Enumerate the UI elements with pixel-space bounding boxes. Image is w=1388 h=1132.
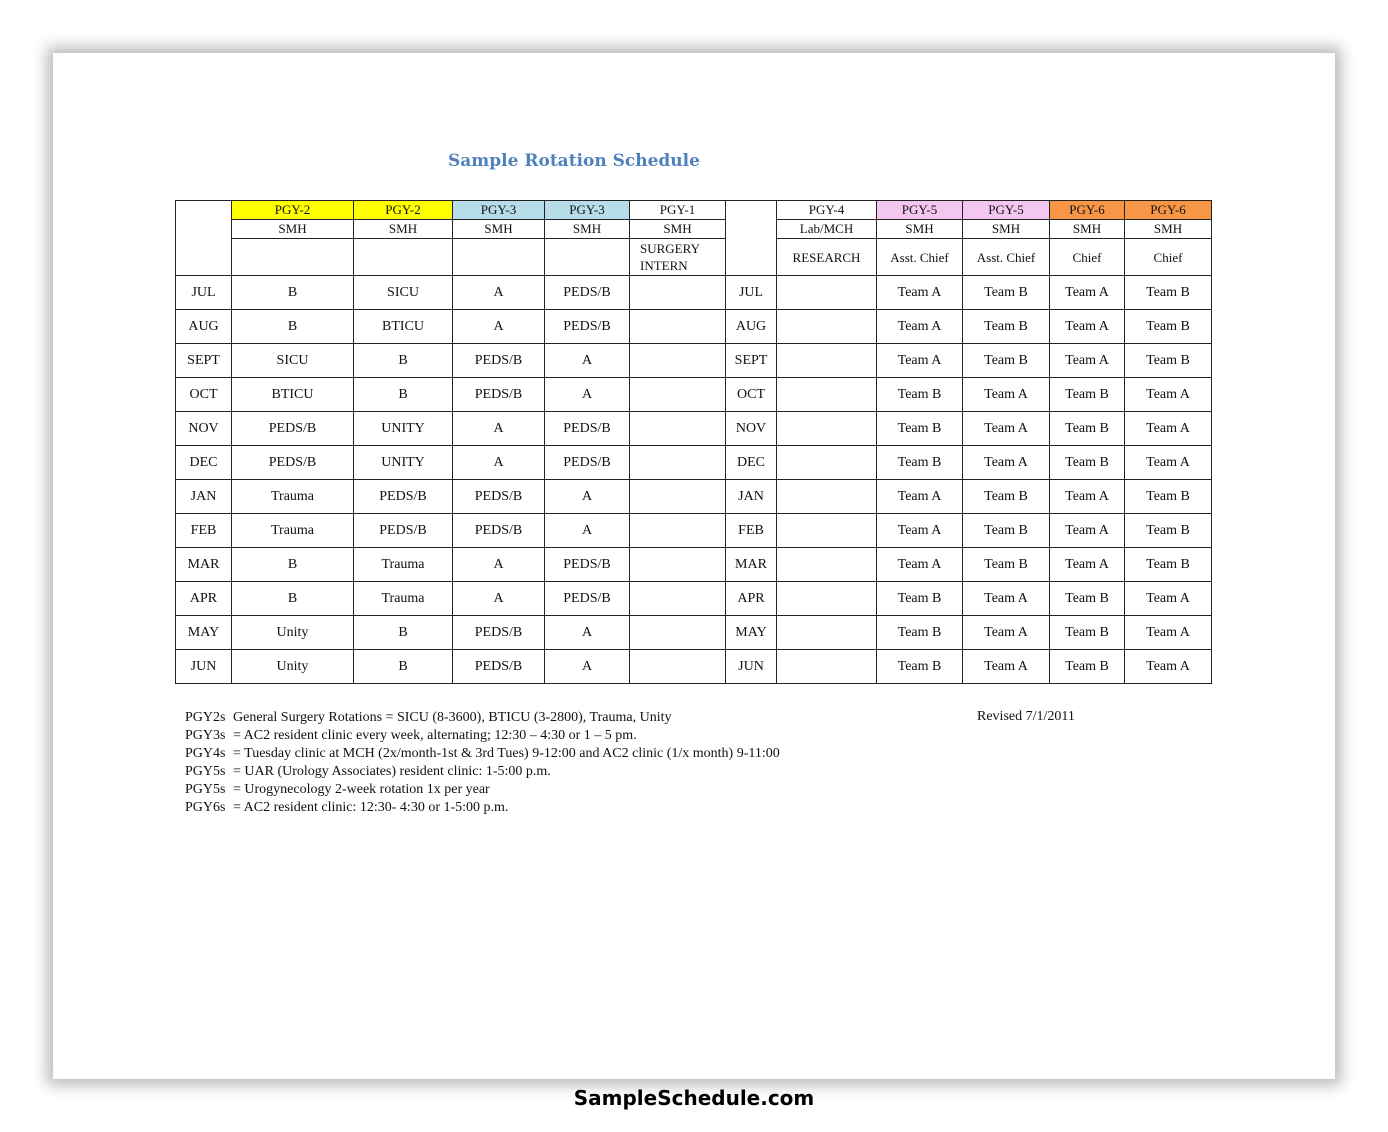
header-level-cell: PGY-2: [354, 201, 453, 220]
note-text: = AC2 resident clinic: 12:30- 4:30 or 1-5:00 p.m.: [233, 800, 509, 815]
note-line: [185, 799, 780, 817]
month-cell: APR: [176, 582, 232, 616]
rotation-cell-pgy2a: Trauma: [232, 480, 354, 514]
rotation-cell-pgy5b: Team A: [963, 616, 1050, 650]
schedule-row: [176, 548, 1212, 582]
header-role-cell: Asst. Chief: [877, 239, 963, 276]
rotation-cell-pgy1: [630, 480, 726, 514]
month-cell: SEPT: [726, 344, 777, 378]
rotation-cell-pgy1: [630, 378, 726, 412]
rotation-cell-pgy3b: A: [545, 344, 630, 378]
rotation-cell-pgy5b: Team B: [963, 514, 1050, 548]
header-role-cell: [354, 239, 453, 276]
month-cell: APR: [726, 582, 777, 616]
header-level-cell: PGY-1: [630, 201, 726, 220]
header-site-cell: Lab/MCH: [777, 220, 877, 239]
document-page: [53, 53, 1335, 1079]
header-level-cell: PGY-4: [777, 201, 877, 220]
header-role-cell: Chief: [1050, 239, 1125, 276]
header-site-cell: SMH: [232, 220, 354, 239]
schedule-row: [176, 446, 1212, 480]
rotation-cell-pgy2a: B: [232, 582, 354, 616]
note-line: [185, 709, 780, 727]
rotation-cell-pgy2b: PEDS/B: [354, 480, 453, 514]
rotation-cell-pgy2b: UNITY: [354, 412, 453, 446]
rotation-cell-pgy5b: Team B: [963, 548, 1050, 582]
schedule-row: [176, 344, 1212, 378]
rotation-cell-pgy3a: A: [453, 412, 545, 446]
rotation-cell-pgy6b: Team B: [1125, 548, 1212, 582]
rotation-cell-pgy4: [777, 616, 877, 650]
month-cell: JAN: [726, 480, 777, 514]
note-text: General Surgery Rotations = SICU (8-3600), BTICU (3-2800), Trauma, Unity: [233, 710, 672, 725]
rotation-cell-pgy2a: PEDS/B: [232, 446, 354, 480]
note-line: [185, 745, 780, 763]
note-line: [185, 727, 780, 745]
rotation-cell-pgy1: [630, 650, 726, 684]
rotation-cell-pgy2a: PEDS/B: [232, 412, 354, 446]
rotation-cell-pgy2b: BTICU: [354, 310, 453, 344]
rotation-cell-pgy3b: A: [545, 616, 630, 650]
note-text: = AC2 resident clinic every week, alternating; 12:30 – 4:30 or 1 – 5 pm.: [233, 728, 637, 743]
rotation-schedule-table: [175, 200, 1212, 684]
rotation-cell-pgy5a: Team A: [877, 480, 963, 514]
rotation-cell-pgy4: [777, 412, 877, 446]
rotation-cell-pgy2b: Trauma: [354, 548, 453, 582]
rotation-cell-pgy1: [630, 514, 726, 548]
rotation-cell-pgy4: [777, 650, 877, 684]
note-key: PGY2s: [185, 710, 226, 725]
rotation-cell-pgy2b: UNITY: [354, 446, 453, 480]
rotation-cell-pgy5a: Team A: [877, 310, 963, 344]
rotation-cell-pgy3b: A: [545, 650, 630, 684]
rotation-cell-pgy5a: Team B: [877, 616, 963, 650]
schedule-row: [176, 650, 1212, 684]
rotation-cell-pgy5b: Team A: [963, 650, 1050, 684]
header-site-cell: SMH: [1125, 220, 1212, 239]
rotation-cell-pgy6b: Team A: [1125, 650, 1212, 684]
rotation-cell-pgy3a: PEDS/B: [453, 344, 545, 378]
rotation-cell-pgy6a: Team B: [1050, 616, 1125, 650]
rotation-cell-pgy3a: A: [453, 548, 545, 582]
schedule-row: [176, 514, 1212, 548]
rotation-cell-pgy3b: A: [545, 514, 630, 548]
rotation-cell-pgy6a: Team B: [1050, 446, 1125, 480]
header-level-cell: PGY-3: [545, 201, 630, 220]
rotation-cell-pgy2a: B: [232, 548, 354, 582]
rotation-cell-pgy6a: Team A: [1050, 514, 1125, 548]
header-site-cell: SMH: [1050, 220, 1125, 239]
rotation-cell-pgy4: [777, 446, 877, 480]
rotation-cell-pgy1: [630, 344, 726, 378]
site-watermark: SampleSchedule.com: [573, 1086, 815, 1110]
month-cell: FEB: [726, 514, 777, 548]
rotation-cell-pgy2b: Trauma: [354, 582, 453, 616]
header-site-cell: SMH: [963, 220, 1050, 239]
rotation-cell-pgy2a: B: [232, 276, 354, 310]
rotation-cell-pgy3b: PEDS/B: [545, 582, 630, 616]
month-cell: FEB: [176, 514, 232, 548]
month-cell: OCT: [176, 378, 232, 412]
schedule-row: [176, 616, 1212, 650]
rotation-cell-pgy3b: A: [545, 378, 630, 412]
rotation-cell-pgy5b: Team A: [963, 412, 1050, 446]
rotation-cell-pgy2b: PEDS/B: [354, 514, 453, 548]
rotation-cell-pgy6a: Team B: [1050, 582, 1125, 616]
rotation-cell-pgy3a: PEDS/B: [453, 378, 545, 412]
rotation-cell-pgy3a: PEDS/B: [453, 514, 545, 548]
note-key: PGY4s: [185, 746, 226, 761]
rotation-cell-pgy1: [630, 548, 726, 582]
rotation-cell-pgy2b: B: [354, 378, 453, 412]
rotation-cell-pgy6b: Team A: [1125, 378, 1212, 412]
rotation-cell-pgy6a: Team A: [1050, 344, 1125, 378]
rotation-cell-pgy5a: Team B: [877, 446, 963, 480]
rotation-cell-pgy2a: Trauma: [232, 514, 354, 548]
rotation-cell-pgy6a: Team A: [1050, 276, 1125, 310]
header-level-cell: PGY-3: [453, 201, 545, 220]
header-level-cell: PGY-5: [963, 201, 1050, 220]
header-level-cell: PGY-2: [232, 201, 354, 220]
month-cell: JUL: [726, 276, 777, 310]
rotation-cell-pgy6b: Team A: [1125, 446, 1212, 480]
header-role-cell: Chief: [1125, 239, 1212, 276]
rotation-cell-pgy3a: PEDS/B: [453, 480, 545, 514]
rotation-cell-pgy5a: Team B: [877, 650, 963, 684]
schedule-row: [176, 378, 1212, 412]
rotation-cell-pgy3b: PEDS/B: [545, 412, 630, 446]
rotation-cell-pgy5a: Team A: [877, 548, 963, 582]
rotation-cell-pgy1: [630, 446, 726, 480]
rotation-cell-pgy3b: PEDS/B: [545, 276, 630, 310]
rotation-cell-pgy3a: PEDS/B: [453, 616, 545, 650]
header-role-cell: [545, 239, 630, 276]
rotation-cell-pgy5a: Team B: [877, 378, 963, 412]
rotation-cell-pgy5a: Team B: [877, 582, 963, 616]
header-row-level: [176, 201, 1212, 220]
rotation-cell-pgy6a: Team A: [1050, 548, 1125, 582]
header-level-cell: PGY-6: [1050, 201, 1125, 220]
rotation-cell-pgy5b: Team A: [963, 378, 1050, 412]
rotation-cell-pgy1: [630, 276, 726, 310]
header-role-cell: RESEARCH: [777, 239, 877, 276]
header-role-cell: [453, 239, 545, 276]
month-cell: JUN: [726, 650, 777, 684]
rotation-cell-pgy6b: Team B: [1125, 310, 1212, 344]
rotation-cell-pgy6b: Team A: [1125, 412, 1212, 446]
rotation-cell-pgy1: [630, 616, 726, 650]
rotation-cell-pgy6a: Team B: [1050, 378, 1125, 412]
rotation-cell-pgy5b: Team B: [963, 310, 1050, 344]
rotation-cell-pgy4: [777, 582, 877, 616]
header-site-cell: SMH: [545, 220, 630, 239]
note-text: = Urogynecology 2-week rotation 1x per year: [233, 782, 490, 797]
rotation-cell-pgy3a: A: [453, 310, 545, 344]
header-site-cell: SMH: [354, 220, 453, 239]
header-gap-cell: [726, 201, 777, 276]
header-level-cell: PGY-6: [1125, 201, 1212, 220]
rotation-cell-pgy2a: SICU: [232, 344, 354, 378]
month-cell: NOV: [176, 412, 232, 446]
rotation-cell-pgy4: [777, 514, 877, 548]
rotation-cell-pgy4: [777, 344, 877, 378]
month-cell: DEC: [726, 446, 777, 480]
note-line: [185, 763, 780, 781]
month-cell: JAN: [176, 480, 232, 514]
rotation-cell-pgy2a: BTICU: [232, 378, 354, 412]
schedule-row: [176, 310, 1212, 344]
note-key: PGY3s: [185, 728, 226, 743]
rotation-cell-pgy2b: B: [354, 616, 453, 650]
rotation-cell-pgy5a: Team A: [877, 514, 963, 548]
rotation-cell-pgy2a: Unity: [232, 650, 354, 684]
header-level-cell: PGY-5: [877, 201, 963, 220]
month-cell: OCT: [726, 378, 777, 412]
rotation-cell-pgy6a: Team B: [1050, 412, 1125, 446]
header-row-site: [176, 220, 1212, 239]
header-role-cell: SURGERY INTERN: [630, 239, 726, 276]
rotation-cell-pgy5a: Team A: [877, 276, 963, 310]
rotation-cell-pgy1: [630, 582, 726, 616]
rotation-cell-pgy3a: PEDS/B: [453, 650, 545, 684]
rotation-cell-pgy6a: Team A: [1050, 480, 1125, 514]
schedule-row: [176, 412, 1212, 446]
rotation-cell-pgy2b: B: [354, 650, 453, 684]
header-row-role: [176, 239, 1212, 276]
revised-date: Revised 7/1/2011: [977, 709, 1075, 724]
rotation-cell-pgy6a: Team A: [1050, 310, 1125, 344]
rotation-cell-pgy5b: Team A: [963, 582, 1050, 616]
header-site-cell: SMH: [877, 220, 963, 239]
month-cell: MAR: [726, 548, 777, 582]
month-cell: SEPT: [176, 344, 232, 378]
note-line: [185, 781, 780, 799]
rotation-cell-pgy4: [777, 378, 877, 412]
schedule-row: [176, 480, 1212, 514]
month-cell: DEC: [176, 446, 232, 480]
rotation-cell-pgy6b: Team B: [1125, 276, 1212, 310]
rotation-cell-pgy3b: PEDS/B: [545, 548, 630, 582]
rotation-cell-pgy3a: A: [453, 446, 545, 480]
month-cell: AUG: [176, 310, 232, 344]
schedule-row: [176, 276, 1212, 310]
rotation-cell-pgy5b: Team A: [963, 446, 1050, 480]
header-site-cell: SMH: [453, 220, 545, 239]
rotation-cell-pgy3a: A: [453, 276, 545, 310]
rotation-cell-pgy3b: PEDS/B: [545, 310, 630, 344]
schedule-row: [176, 582, 1212, 616]
rotation-cell-pgy4: [777, 310, 877, 344]
rotation-cell-pgy4: [777, 548, 877, 582]
rotation-cell-pgy6b: Team A: [1125, 616, 1212, 650]
header-site-cell: SMH: [630, 220, 726, 239]
note-text: = UAR (Urology Associates) resident clinic: 1-5:00 p.m.: [233, 764, 551, 779]
month-cell: MAR: [176, 548, 232, 582]
rotation-cell-pgy2b: B: [354, 344, 453, 378]
rotation-cell-pgy6b: Team A: [1125, 582, 1212, 616]
rotation-cell-pgy1: [630, 310, 726, 344]
rotation-cell-pgy2a: Unity: [232, 616, 354, 650]
rotation-cell-pgy4: [777, 480, 877, 514]
rotation-cell-pgy6b: Team B: [1125, 480, 1212, 514]
header-corner-cell: [176, 201, 232, 276]
rotation-cell-pgy5a: Team B: [877, 412, 963, 446]
rotation-cell-pgy2b: SICU: [354, 276, 453, 310]
month-cell: MAY: [176, 616, 232, 650]
note-key: PGY6s: [185, 800, 226, 815]
rotation-cell-pgy3b: A: [545, 480, 630, 514]
rotation-cell-pgy5b: Team B: [963, 276, 1050, 310]
rotation-cell-pgy5b: Team B: [963, 344, 1050, 378]
month-cell: JUL: [176, 276, 232, 310]
rotation-cell-pgy3b: PEDS/B: [545, 446, 630, 480]
rotation-cell-pgy2a: B: [232, 310, 354, 344]
note-key: PGY5s: [185, 782, 226, 797]
rotation-cell-pgy5b: Team B: [963, 480, 1050, 514]
header-role-cell: [232, 239, 354, 276]
rotation-cell-pgy6b: Team B: [1125, 344, 1212, 378]
note-key: PGY5s: [185, 764, 226, 779]
rotation-cell-pgy6a: Team B: [1050, 650, 1125, 684]
note-text: = Tuesday clinic at MCH (2x/month-1st & 3rd Tues) 9-12:00 and AC2 clinic (1/x month) 9-11:00: [233, 746, 780, 761]
month-cell: AUG: [726, 310, 777, 344]
schedule-notes: [185, 709, 780, 817]
rotation-cell-pgy5a: Team A: [877, 344, 963, 378]
month-cell: JUN: [176, 650, 232, 684]
rotation-cell-pgy4: [777, 276, 877, 310]
month-cell: MAY: [726, 616, 777, 650]
month-cell: NOV: [726, 412, 777, 446]
document-title: Sample Rotation Schedule: [448, 151, 700, 171]
rotation-cell-pgy1: [630, 412, 726, 446]
rotation-cell-pgy3a: A: [453, 582, 545, 616]
header-role-cell: Asst. Chief: [963, 239, 1050, 276]
rotation-cell-pgy6b: Team B: [1125, 514, 1212, 548]
